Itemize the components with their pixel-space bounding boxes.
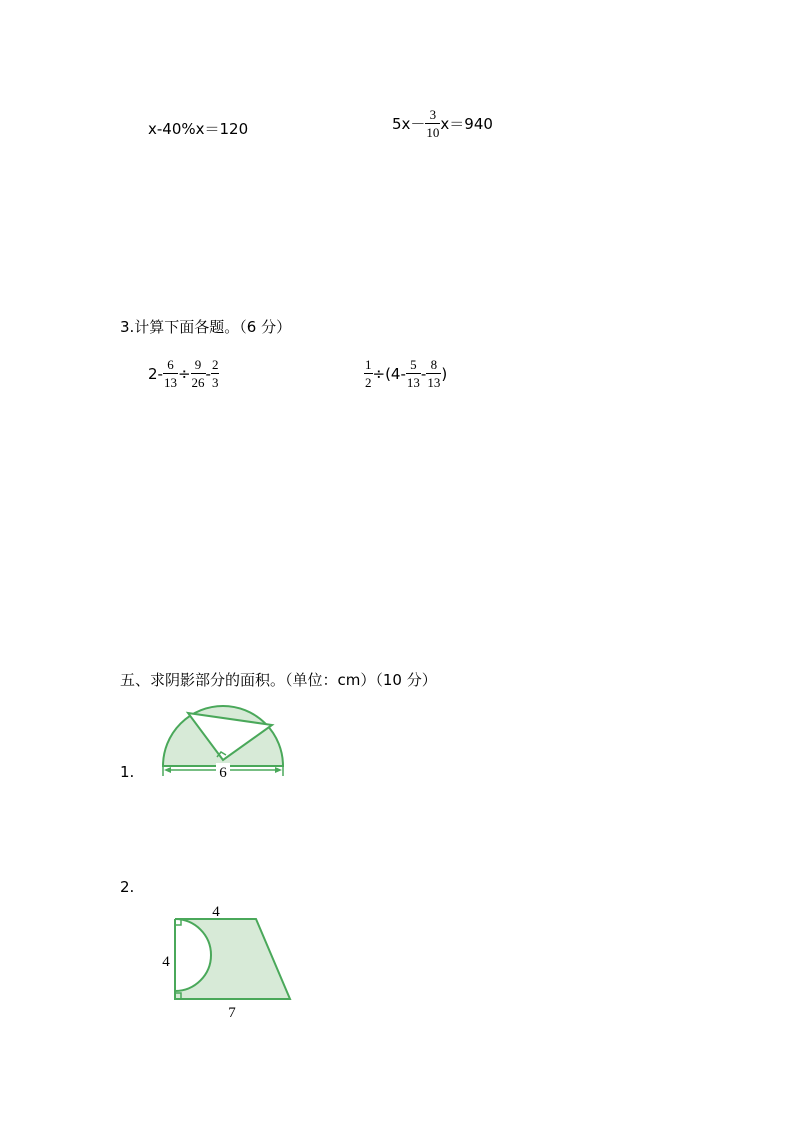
problem-1-label: 1. [120, 763, 135, 781]
diameter-label: 6 [219, 765, 227, 781]
fraction-denominator: 13 [406, 375, 420, 390]
section-3-title: 3.计算下面各题。（6 分） [120, 318, 292, 336]
fraction-numerator: 8 [426, 358, 441, 374]
fraction-numerator: 5 [406, 358, 421, 374]
expression-2 [364, 358, 447, 389]
expr2-fraction-3 [426, 358, 441, 389]
fraction-denominator: 10 [426, 125, 440, 140]
expr1-fraction-1 [163, 358, 178, 389]
equation-2-pre: 5x－ [392, 115, 426, 133]
arrowhead-left-icon [164, 767, 171, 773]
equation-1 [148, 118, 248, 139]
top-length-label: 4 [212, 904, 220, 920]
trapezoid-figure [155, 898, 305, 1024]
fraction-denominator: 26 [191, 375, 205, 390]
expr2-fraction-1 [364, 358, 373, 389]
expr1-op1: ÷ [177, 364, 191, 383]
fraction-denominator: 13 [427, 375, 441, 390]
semicircle-figure [150, 694, 300, 784]
equation-2 [392, 108, 493, 139]
fraction-numerator: 6 [163, 358, 178, 374]
fraction-denominator: 13 [163, 375, 177, 390]
expr1-fraction-2 [191, 358, 206, 389]
problem-2-label: 2. [120, 878, 135, 896]
expression-1 [148, 358, 219, 389]
fraction-numerator: 2 [211, 357, 219, 372]
expr2-close: ) [441, 364, 448, 383]
arrowhead-right-icon [275, 767, 282, 773]
equation-1-text: x-40%x＝120 [148, 120, 249, 138]
fraction-denominator: 2 [365, 375, 372, 390]
expr1-a: 2- [148, 364, 163, 383]
expr2-op2: - [420, 364, 427, 383]
fraction-numerator: 9 [191, 358, 206, 374]
expr2-fraction-2 [406, 358, 421, 389]
equation-2-post: x＝940 [440, 115, 493, 133]
expr2-op1: ÷(4- [372, 364, 406, 383]
left-length-label: 4 [162, 954, 170, 970]
shaded-trapezoid [175, 919, 290, 999]
fraction-denominator: 3 [211, 375, 219, 390]
expr1-fraction-3 [211, 358, 220, 389]
section-5-title: 五、求阴影部分的面积。（单位：cm）（10 分） [120, 671, 437, 689]
expr1-op2: - [205, 364, 211, 383]
fraction-numerator: 1 [365, 357, 372, 372]
fraction-numerator: 3 [425, 108, 440, 124]
bottom-length-label: 7 [228, 1005, 236, 1021]
equation-2-fraction [425, 108, 440, 139]
